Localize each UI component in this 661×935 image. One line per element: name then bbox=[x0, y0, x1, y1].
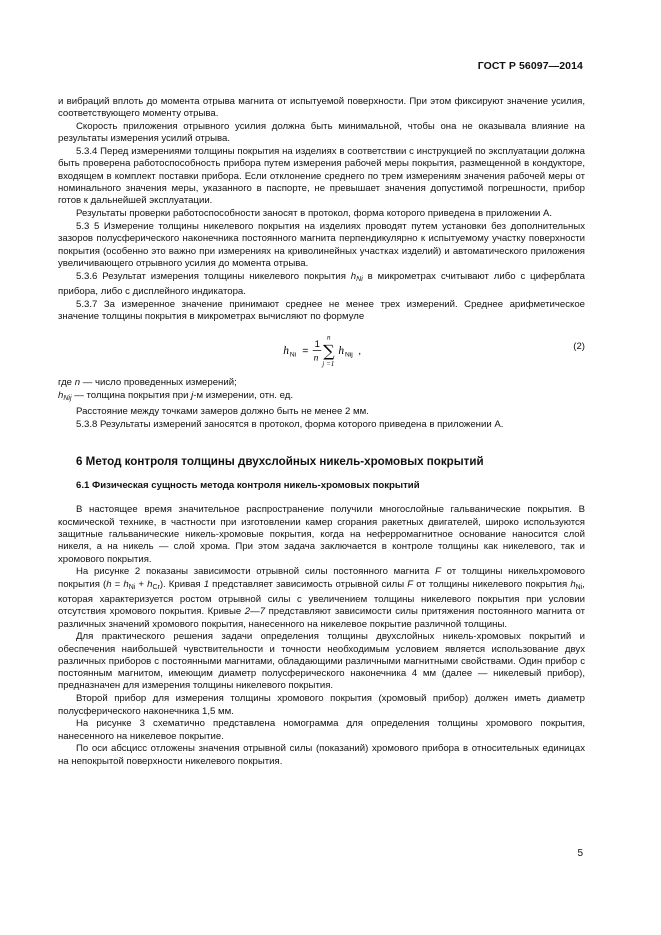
p2-F: F bbox=[435, 566, 441, 578]
p2-hcr: h bbox=[147, 578, 153, 590]
where-line-h bbox=[58, 390, 585, 405]
page-number: 5 bbox=[577, 848, 583, 859]
formula-term-sub: Nij bbox=[345, 351, 353, 359]
p2-range: 2—7 bbox=[244, 606, 266, 618]
formula-sum-lower: j =1 bbox=[322, 360, 335, 369]
paragraph-5-3-8: 5.3.8 Результаты измерений заносятся в протокол, форма которого приведена в приложении А. bbox=[76, 418, 504, 430]
p2-f: , которая характеризуется ростом отрывной силы с увеличением толщины никелевого покрытия при условии отсутствия хромового покрытия. Кривые bbox=[58, 578, 585, 618]
p2-c: ). Кривая bbox=[159, 578, 201, 590]
p2-d: представляет зависимость отрывной силы bbox=[212, 578, 405, 590]
paragraph-results-check: Результаты проверки работоспособности заносят в протокол, форма которого приведена в приложении А. bbox=[76, 208, 553, 220]
where-text-h-a: — толщина покрытия при bbox=[74, 390, 189, 402]
paragraph-distance: Расстояние между точками замеров должно быть не менее 2 мм. bbox=[76, 405, 369, 417]
paragraph-6-1-c: Для практического решения задачи определения толщины двухслойных никель-хромовых покрытий и обеспечения наибольшей чувствительности и точности необходимым условием является использование двух различных приборов с постоянными магнитами, обладающими различными магнитными свойствами. Один прибор с постоянным магнитом, имеющим диаметр полусферического наконечника 4 мм (далее — никелевый прибор), предназначен для измерения толщины никелевого покрытия. bbox=[58, 631, 585, 692]
ni-subscript: Ni bbox=[356, 275, 363, 283]
p2-plus: + bbox=[135, 578, 148, 590]
paragraph-continuation: и вибраций вплоть до момента отрыва магнита от испытуемой поверхности. При этом фиксируют значение усилия, соответствующего моменту отрыва. bbox=[58, 96, 585, 120]
paragraph-5-3-6 bbox=[58, 271, 585, 299]
where-nij-sub: Nij bbox=[63, 395, 72, 403]
p2-cr-sub: Cr bbox=[152, 583, 160, 591]
paragraph-speed: Скорость приложения отрывного усилия должна быть минимальной, чтобы она не оказывала влияние на результаты измерения усилий отрыва. bbox=[58, 121, 585, 145]
p2-g: представляют зависимости силы притяжения постоянного магнита от различных значений хромового покрытия, нанесенного на никелевое покрытие различной толщины. bbox=[58, 606, 585, 630]
standard-header: ГОСТ Р 56097—2014 bbox=[477, 60, 583, 72]
p2-eq: = bbox=[111, 578, 124, 590]
p2-one: 1 bbox=[203, 578, 210, 590]
formula-frac-num: 1 bbox=[314, 339, 320, 351]
where-line-n bbox=[58, 377, 585, 389]
formula-frac-den: n bbox=[313, 353, 319, 364]
where-text-h-b: -м измерении, отн. ед. bbox=[193, 390, 293, 402]
paragraph-6-1-b bbox=[58, 566, 585, 630]
sigma-icon: ∑ bbox=[323, 341, 335, 361]
p2-ni2-sub: Ni bbox=[575, 583, 583, 591]
where-var-h bbox=[58, 390, 72, 401]
formula-number: (2) bbox=[573, 341, 585, 353]
h-ni-symbol bbox=[351, 271, 363, 282]
formula-sum-upper: n bbox=[326, 333, 331, 342]
section-6-title: 6 Метод контроля толщины двухслойных никель-хромовых покрытий bbox=[76, 455, 484, 469]
p2-hni: h bbox=[123, 578, 129, 590]
paragraph-6-1-a: В настоящее время значительное распространение получили многослойные гальванические покрытия. В космической технике, в частности при изготовлении камер сгорания ракетных двигателей, широко используются защитные гальванические никель-хромовые покрытия, когда на неферромагнитное основание наносится слой никеля, а на никель — слой хрома. При этом задача заключается в контроле толщины как никелевого, так и хромового покрытия. bbox=[58, 504, 585, 565]
where-text-n: — число проведенных измерений; bbox=[82, 377, 237, 389]
paragraph-5-3-4: 5.3.4 Перед измерениями толщины покрытия на изделиях в соответствии с инструкцией по эксплуатации должна быть проверена работоспособность прибора путем измерения рабочей меры покрытия, размещенной в кондукторе, входящем в комплект поставки прибора. Если отклонение среднего по трем измерениям значения рабочей меры от номинального значения меры, указанного в паспорте, не превышает значения допустимой погрешности, прибор готов к дальнейшей эксплуатации. bbox=[58, 146, 585, 207]
paragraph-5-3-7: 5.3.7 За измеренное значение принимают среднее не менее трех измерений. Среднее арифметическое значение толщины покрытия в микрометрах вычисляют по формуле bbox=[58, 298, 585, 323]
p2-ni-sub: Ni bbox=[128, 583, 136, 591]
formula-lhs: h bbox=[283, 345, 289, 358]
p2-hni2: h bbox=[570, 578, 576, 590]
h-letter: h bbox=[350, 270, 357, 282]
p2-e: от толщины никелевого покрытия bbox=[416, 578, 568, 590]
formula-expression bbox=[280, 331, 410, 369]
paragraph-6-1-e: На рисунке 3 схематично представлена номограмма для определения толщины хромового покрытия, нанесенного на никелевое покрытие. bbox=[58, 718, 585, 742]
formula-term: h bbox=[338, 345, 345, 358]
p6-text-a: 5.3.6 Результат измерения толщины никелевого покрытия bbox=[76, 270, 346, 282]
section-6-1-title: 6.1 Физическая сущность метода контроля никель-хромовых покрытий bbox=[76, 480, 420, 492]
where-prefix: где bbox=[58, 377, 73, 389]
paragraph-6-1-f: По оси абсцисс отложены значения отрывной силы (показаний) хромового прибора в относительных единицах на непокрытой поверхности никелевого покрытия. bbox=[58, 743, 585, 767]
where-h-letter: h bbox=[58, 390, 64, 402]
where-var-n: n bbox=[74, 377, 81, 389]
paragraph-6-1-d: Второй прибор для измерения толщины хромового покрытия (хромовый прибор) должен иметь диаметр полусферического наконечника 1,5 мм. bbox=[58, 693, 585, 717]
formula-equals: = bbox=[302, 346, 309, 358]
p2-h: h bbox=[106, 578, 112, 590]
p2-a: На рисунке 2 показаны зависимости отрывной силы постоянного магнита bbox=[76, 566, 430, 578]
formula-lhs-sub: Ni bbox=[289, 351, 297, 359]
where-j: j bbox=[191, 390, 194, 402]
paragraph-5-3-5: 5.3 5 Измерение толщины никелевого покрытия на изделиях проводят путем установки без дополнительных зазоров полусферического наконечника постоянного магнита перпендикулярно к испытуемому участку поверхности покрытия (особенно это важно при измерениях на криволинейных участках изделий) и автоматического приложения увеличивающего отрывного усилия до момента отрыва. bbox=[58, 220, 585, 269]
p2-b: от толщины никельхромового покрытия ( bbox=[58, 566, 585, 590]
p6-text-b: в микрометрах считывают либо с циферблата прибора, либо с дисплейного индикатора. bbox=[58, 270, 586, 297]
formula-2 bbox=[58, 329, 585, 371]
formula-comma: , bbox=[358, 346, 362, 358]
page-content bbox=[58, 96, 585, 769]
p2-F2: F bbox=[407, 578, 414, 590]
